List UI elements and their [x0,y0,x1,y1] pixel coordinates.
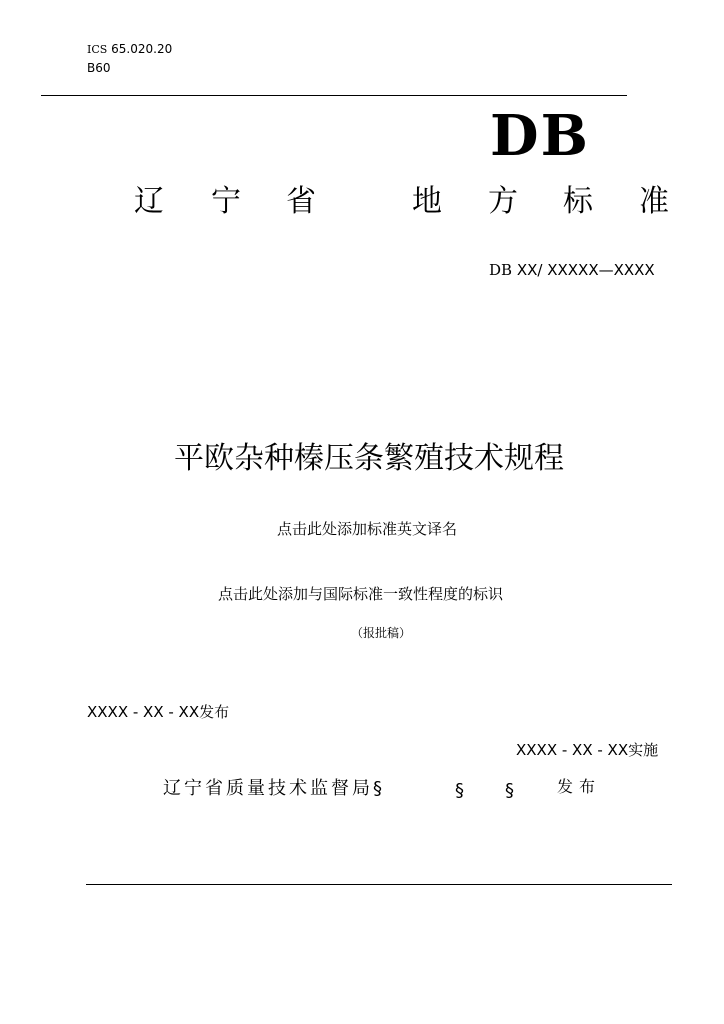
standard-number-prefix: DB [489,261,513,279]
standard-number [489,261,655,279]
bottom-divider [86,884,672,885]
implementation-date: XXXX - XX - XX实施 [516,741,659,759]
standard-type-char: 地 [412,184,442,219]
section-mark: § [505,780,514,801]
standard-type-char: 宁 [211,184,241,219]
issue-date: XXXX - XX - XX发布 [87,703,230,721]
standard-type-char: 辽 [134,184,164,219]
top-divider [41,95,627,96]
db-mark: DB [490,103,590,169]
section-mark: § [455,780,464,801]
ics-code [87,42,172,57]
english-title-placeholder[interactable]: 点击此处添加标准英文译名 [277,520,458,538]
issuer-name: 辽宁省质量技术监督局§ [163,778,385,799]
standard-type-char: 准 [639,184,669,219]
ics-number: 65.020.20 [111,42,173,56]
consistency-placeholder[interactable]: 点击此处添加与国际标准一致性程度的标识 [218,585,504,603]
issue-word: 发布 [557,777,602,796]
draft-status: （报批稿） [351,626,412,640]
standard-type-char: 省 [286,184,316,219]
standard-type-char: 方 [488,184,518,219]
standard-type-char: 标 [563,184,593,219]
ics-prefix: ICS [87,43,108,56]
document-title: 平欧杂种榛压条繁殖技术规程 [174,441,564,476]
ccs-code: B60 [87,61,111,75]
standard-number-rest: XX/ XXXXX—XXXX [516,261,655,279]
